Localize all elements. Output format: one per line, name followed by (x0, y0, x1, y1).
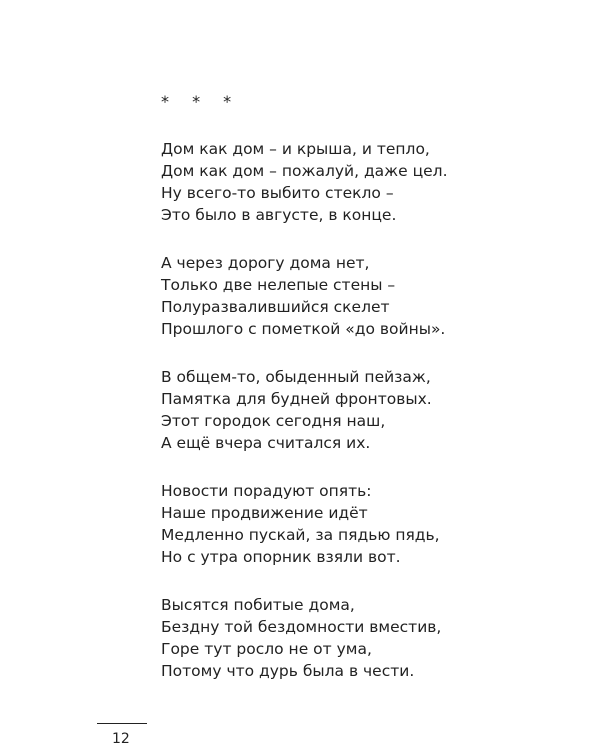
page-number: 12 (112, 731, 130, 747)
footer-rule (97, 723, 147, 724)
stanza-separator: * * * (161, 92, 241, 111)
stanza-4 (161, 480, 561, 568)
poem-line: Ну всего-то выбито стекло – (161, 184, 394, 202)
stanza-5 (161, 594, 561, 682)
poem-line: Этот городок сегодня наш, (161, 412, 386, 430)
poem-line: Высятся побитые дома, (161, 596, 355, 614)
poem-line: В общем-то, обыденный пейзаж, (161, 368, 431, 386)
poem-line: Дом как дом – пожалуй, даже цел. (161, 162, 448, 180)
poem-line: А через дорогу дома нет, (161, 254, 370, 272)
poem-line: Горе тут росло не от ума, (161, 640, 372, 658)
poem-line: Бездну той бездомности вместив, (161, 618, 442, 636)
poem-line: Только две нелепые стены – (161, 276, 396, 294)
poem-line: Памятка для будней фронтовых. (161, 390, 432, 408)
poem-line: Медленно пускай, за пядью пядь, (161, 526, 440, 544)
poem-line: Это было в августе, в конце. (161, 206, 397, 224)
poem-line: Полуразвалившийся скелет (161, 298, 390, 316)
poem-line: Новости порадуют опять: (161, 482, 372, 500)
stanza-3 (161, 366, 561, 454)
stanza-1 (161, 138, 561, 226)
poem-line: Прошлого с пометкой «до войны». (161, 320, 446, 338)
poem-line: Наше продвижение идёт (161, 504, 368, 522)
stanza-2 (161, 252, 561, 340)
poem-line: Дом как дом – и крыша, и тепло, (161, 140, 430, 158)
poem-line: А ещё вчера считался их. (161, 434, 371, 452)
poem (161, 92, 561, 708)
poem-line: Потому что дурь была в чести. (161, 662, 415, 680)
poem-line: Но с утра опорник взяли вот. (161, 548, 401, 566)
